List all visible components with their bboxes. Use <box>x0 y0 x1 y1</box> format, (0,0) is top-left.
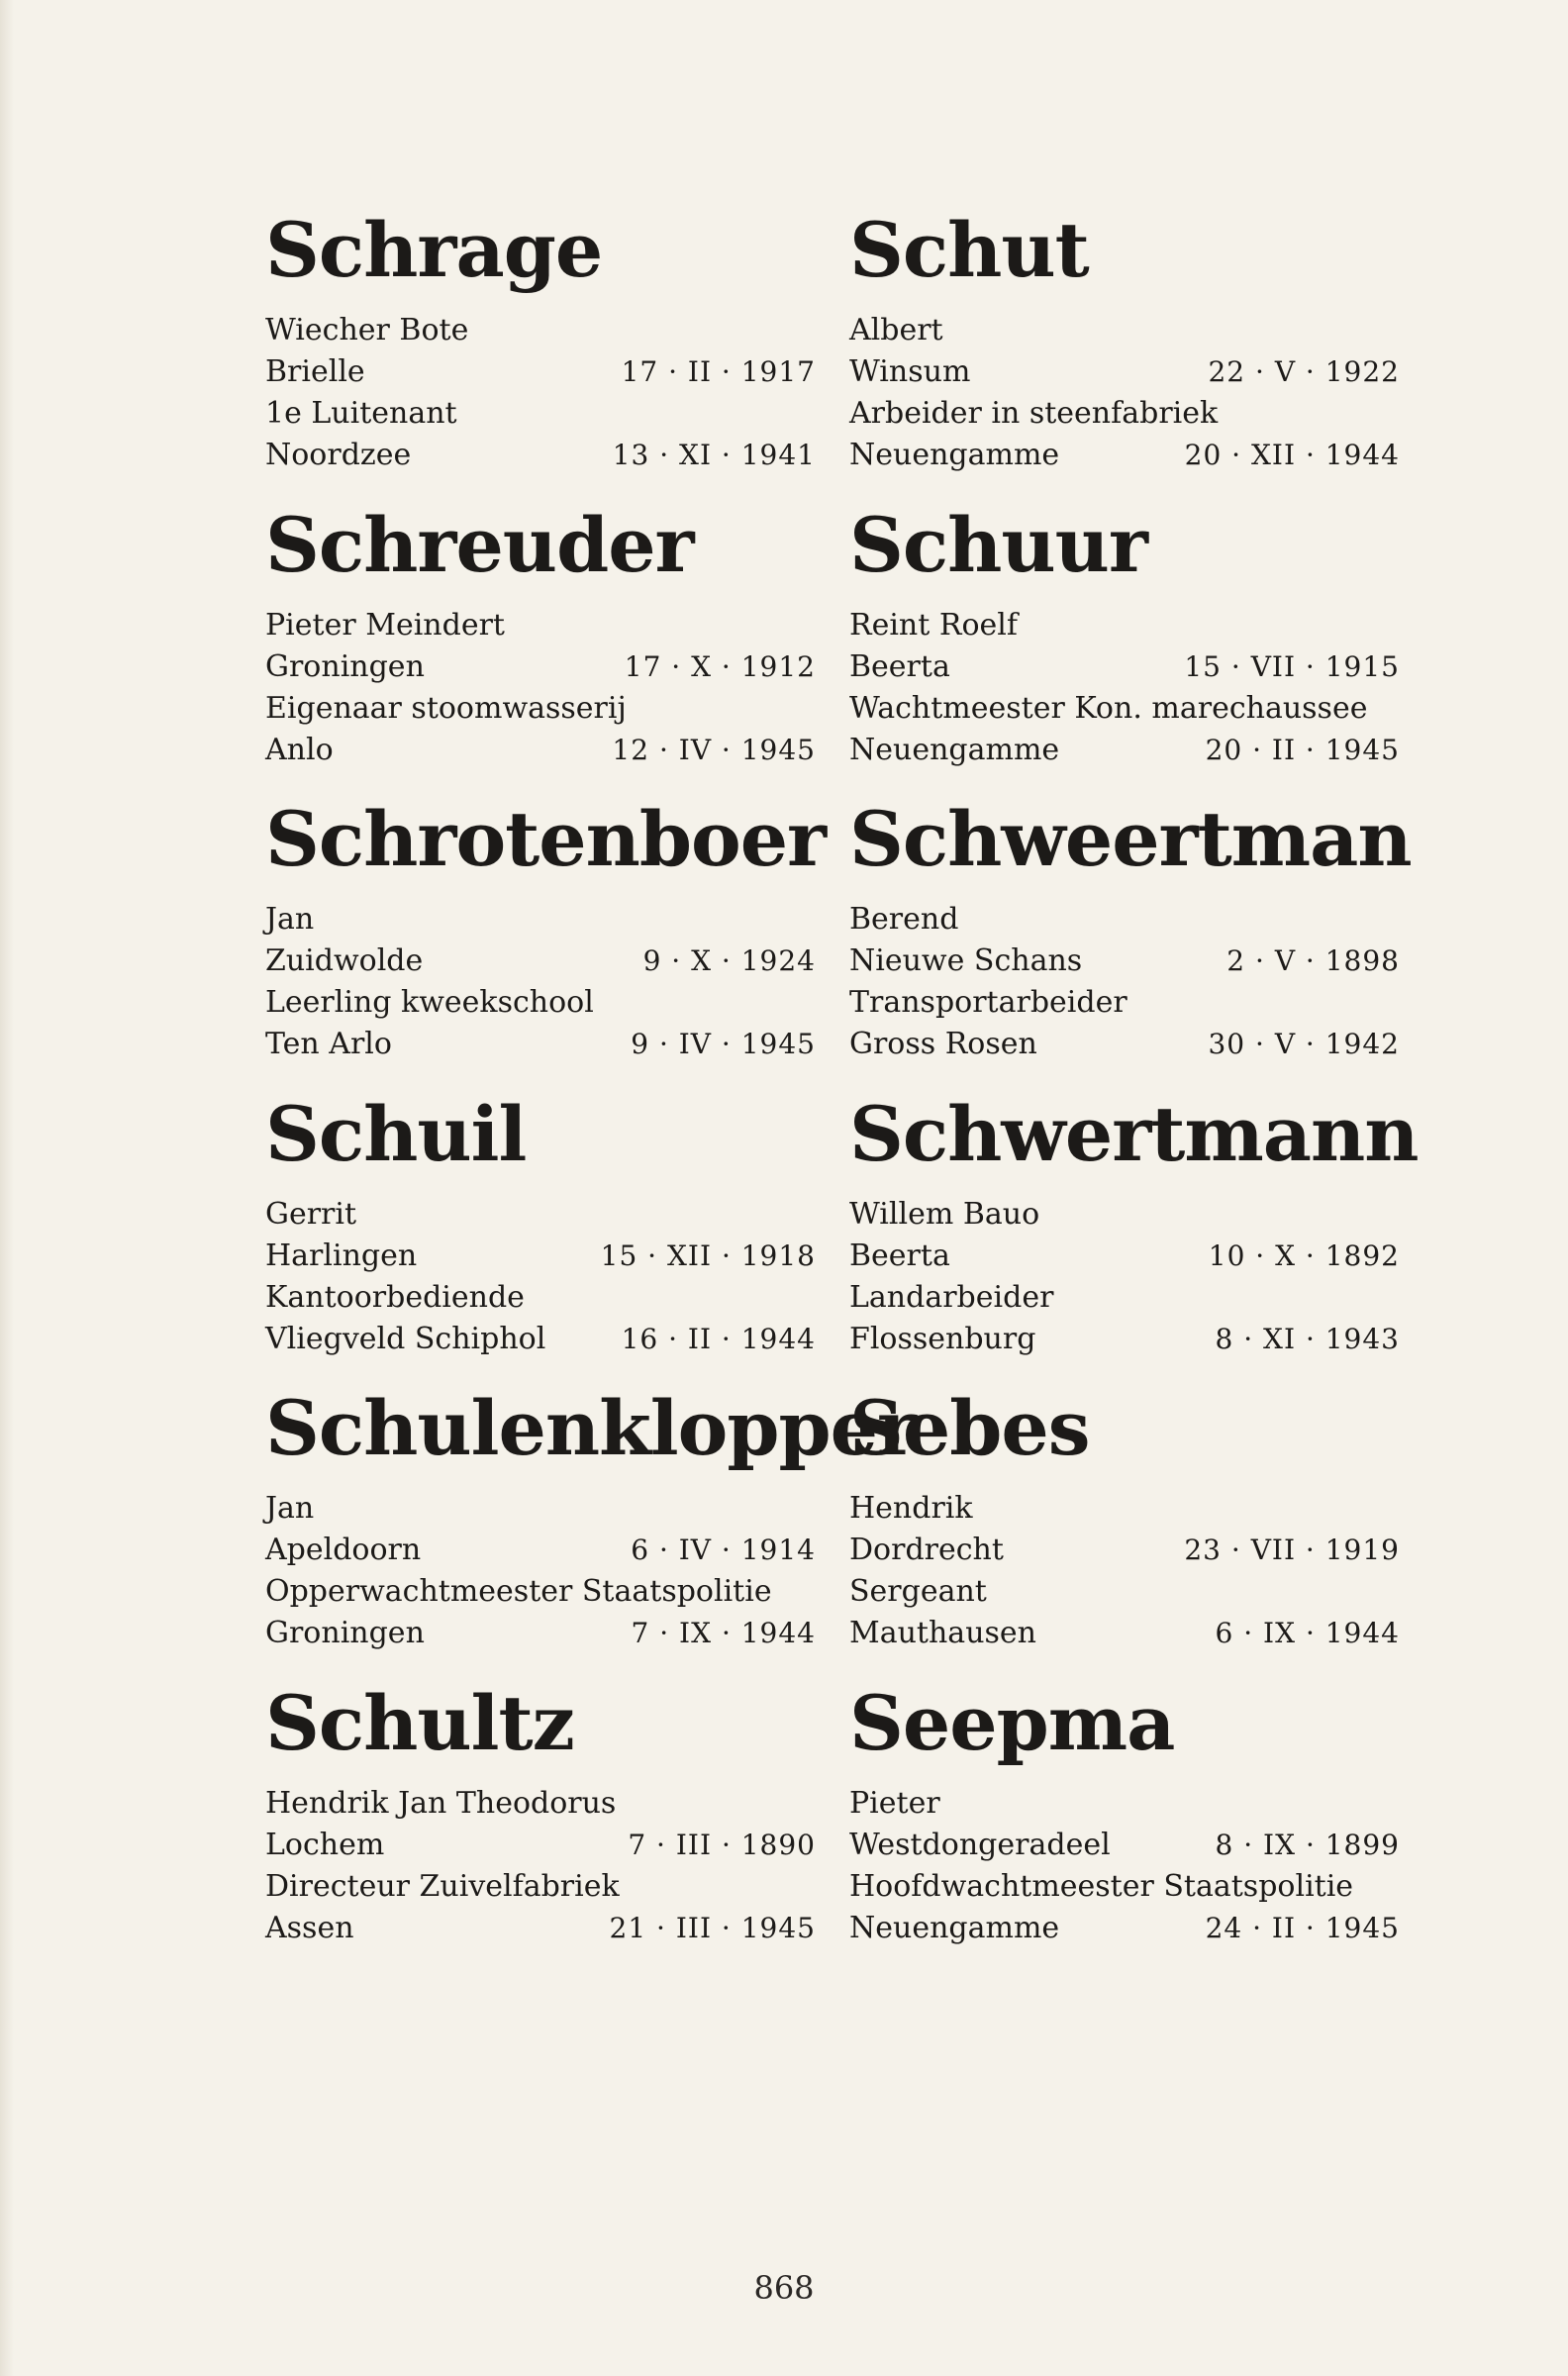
surname: Schwertmann <box>849 1089 1419 1178</box>
birth-line <box>849 646 1404 688</box>
birthplace: Winsum <box>849 354 971 389</box>
death-place: Groningen <box>265 1616 425 1650</box>
given-names: Jan <box>265 902 315 937</box>
death-place: Gross Rosen <box>849 1027 1037 1061</box>
death-line <box>265 1319 820 1360</box>
occupation-line <box>849 1277 1404 1319</box>
birth-line <box>265 1236 820 1277</box>
occupation: Arbeider in steenfabriek <box>849 396 1219 431</box>
given-names: Hendrik <box>849 1491 973 1526</box>
surname: Schweertman <box>849 795 1412 883</box>
death-line <box>265 435 820 476</box>
birthplace: Harlingen <box>265 1238 418 1273</box>
given-names: Albert <box>849 313 943 347</box>
occupation-line <box>849 688 1404 730</box>
memorial-entry <box>849 1381 1404 1676</box>
occupation: Sergeant <box>849 1574 987 1609</box>
death-line <box>849 435 1404 476</box>
given-names: Pieter Meindert <box>265 607 505 643</box>
death-place: Flossenburg <box>849 1321 1036 1356</box>
death-date: 7 · IX · 1944 <box>631 1617 816 1649</box>
occupation-line <box>849 1866 1404 1908</box>
death-line <box>849 1319 1404 1360</box>
death-date: 13 · XI · 1941 <box>612 439 816 471</box>
birth-line <box>849 940 1404 982</box>
death-line <box>265 1024 820 1065</box>
birthplace: Brielle <box>265 354 365 389</box>
death-place: Mauthausen <box>849 1616 1036 1650</box>
given-names: Pieter <box>849 1785 940 1821</box>
memorial-entry <box>265 792 827 1087</box>
death-date: 21 · III · 1945 <box>609 1911 816 1944</box>
birth-date: 22 · V · 1922 <box>1208 355 1400 388</box>
birth-date: 9 · X · 1924 <box>642 944 816 977</box>
birthplace: Zuidwolde <box>265 943 424 978</box>
given-names-line <box>265 310 820 351</box>
given-names-line <box>849 1488 1404 1530</box>
death-place: Vliegveld Schiphol <box>265 1321 546 1356</box>
death-line <box>849 730 1404 771</box>
death-line <box>849 1908 1404 1949</box>
occupation: 1e Luitenant <box>265 396 457 431</box>
death-date: 16 · II · 1944 <box>621 1322 816 1355</box>
death-date: 24 · II · 1945 <box>1205 1911 1400 1944</box>
birth-date: 2 · V · 1898 <box>1226 944 1400 977</box>
occupation: Transportarbeider <box>849 985 1127 1020</box>
death-place: Neuengamme <box>849 1910 1060 1945</box>
given-names-line <box>265 1194 820 1236</box>
death-date: 9 · IV · 1945 <box>631 1028 816 1060</box>
birth-date: 15 · VII · 1915 <box>1184 649 1400 683</box>
death-date: 6 · IX · 1944 <box>1215 1617 1400 1649</box>
given-names-line <box>849 605 1404 646</box>
given-names-line <box>265 1783 820 1825</box>
memorial-entry <box>849 792 1412 1087</box>
death-line <box>265 1908 820 1949</box>
death-date: 8 · XI · 1943 <box>1215 1322 1400 1355</box>
birth-date: 23 · VII · 1919 <box>1184 1534 1400 1566</box>
surname: Schuur <box>849 500 1147 589</box>
surname: Seepma <box>849 1678 1175 1767</box>
birth-line <box>265 1530 820 1571</box>
memorial-entry <box>265 498 820 793</box>
right-column <box>849 203 1419 1970</box>
given-names: Reint Roelf <box>849 607 1018 643</box>
given-names: Jan <box>265 1491 315 1526</box>
birth-date: 17 · II · 1917 <box>621 355 816 388</box>
occupation-line <box>849 393 1404 435</box>
birth-date: 15 · XII · 1918 <box>600 1238 816 1272</box>
occupation: Directeur Zuivelfabriek <box>265 1868 620 1904</box>
occupation-line <box>265 688 820 730</box>
birth-line <box>849 1236 1404 1277</box>
given-names-line <box>849 1783 1404 1825</box>
birth-date: 17 · X · 1912 <box>624 649 816 683</box>
birth-line <box>265 940 820 982</box>
death-place: Ten Arlo <box>265 1027 392 1061</box>
occupation: Hoofdwachtmeester Staatspolitie <box>849 1868 1354 1904</box>
death-line <box>849 1613 1404 1654</box>
surname: Schrotenboer <box>265 795 827 883</box>
birth-date: 8 · IX · 1899 <box>1215 1828 1400 1861</box>
death-place: Neuengamme <box>849 438 1060 472</box>
occupation-line <box>265 1866 820 1908</box>
given-names-line <box>849 1194 1404 1236</box>
death-date: 20 · II · 1945 <box>1205 733 1400 766</box>
surname: Sebes <box>849 1384 1090 1472</box>
given-names: Gerrit <box>265 1196 357 1232</box>
given-names: Wiecher Bote <box>265 313 469 347</box>
occupation-line <box>849 982 1404 1024</box>
occupation-line <box>265 1571 820 1613</box>
death-place: Assen <box>265 1910 354 1945</box>
birth-line <box>265 351 820 393</box>
memorial-entry <box>265 1676 820 1971</box>
death-line <box>265 730 820 771</box>
birth-line <box>265 646 820 688</box>
given-names-line <box>265 1488 820 1530</box>
surname: Schultz <box>265 1678 574 1767</box>
birth-line <box>849 1825 1404 1866</box>
memorial-entry <box>849 1676 1404 1971</box>
page-edge-shadow <box>0 0 14 2376</box>
death-line <box>265 1613 820 1654</box>
birth-line <box>849 1530 1404 1571</box>
surname: Schulenklopper <box>265 1384 917 1472</box>
birthplace: Lochem <box>265 1827 385 1862</box>
death-line <box>849 1024 1404 1065</box>
surname: Schut <box>849 206 1089 294</box>
birthplace: Dordrecht <box>849 1533 1004 1567</box>
death-place: Anlo <box>265 732 334 767</box>
given-names-line <box>265 899 820 940</box>
death-place: Noordzee <box>265 438 412 472</box>
memorial-entry <box>849 498 1404 793</box>
page-number: 868 <box>753 2269 815 2307</box>
memorial-entry <box>849 1087 1419 1382</box>
occupation: Kantoorbediende <box>265 1279 525 1315</box>
occupation: Opperwachtmeester Staatspolitie <box>265 1574 772 1609</box>
occupation: Wachtmeester Kon. marechaussee <box>849 690 1368 726</box>
birth-date: 6 · IV · 1914 <box>631 1534 816 1566</box>
memorial-entry <box>265 203 820 498</box>
memorial-entry <box>849 203 1404 498</box>
given-names-line <box>849 310 1404 351</box>
death-date: 30 · V · 1942 <box>1208 1028 1400 1060</box>
birthplace: Apeldoorn <box>265 1533 422 1567</box>
birthplace: Beerta <box>849 648 950 684</box>
birthplace: Beerta <box>849 1238 950 1273</box>
birthplace: Groningen <box>265 648 425 684</box>
birth-line <box>849 351 1404 393</box>
birth-date: 10 · X · 1892 <box>1208 1238 1400 1272</box>
surname: Schrage <box>265 206 603 294</box>
occupation: Landarbeider <box>849 1279 1054 1315</box>
birthplace: Nieuwe Schans <box>849 943 1083 978</box>
death-date: 20 · XII · 1944 <box>1184 439 1400 471</box>
birth-date: 7 · III · 1890 <box>628 1828 816 1861</box>
given-names: Willem Bauo <box>849 1196 1040 1232</box>
given-names: Berend <box>849 902 959 937</box>
occupation-line <box>849 1571 1404 1613</box>
occupation-line <box>265 982 820 1024</box>
occupation: Eigenaar stoomwasserij <box>265 690 627 726</box>
occupation-line <box>265 1277 820 1319</box>
surname: Schuil <box>265 1089 527 1178</box>
birthplace: Westdongeradeel <box>849 1827 1111 1862</box>
given-names-line <box>265 605 820 646</box>
memorial-columns <box>265 203 1419 1970</box>
memorial-entry <box>265 1087 820 1382</box>
birth-line <box>265 1825 820 1866</box>
given-names: Hendrik Jan Theodorus <box>265 1785 617 1821</box>
surname: Schreuder <box>265 500 694 589</box>
occupation-line <box>265 393 820 435</box>
death-place: Neuengamme <box>849 732 1060 767</box>
given-names-line <box>849 899 1404 940</box>
death-date: 12 · IV · 1945 <box>612 733 816 766</box>
occupation: Leerling kweekschool <box>265 985 594 1020</box>
